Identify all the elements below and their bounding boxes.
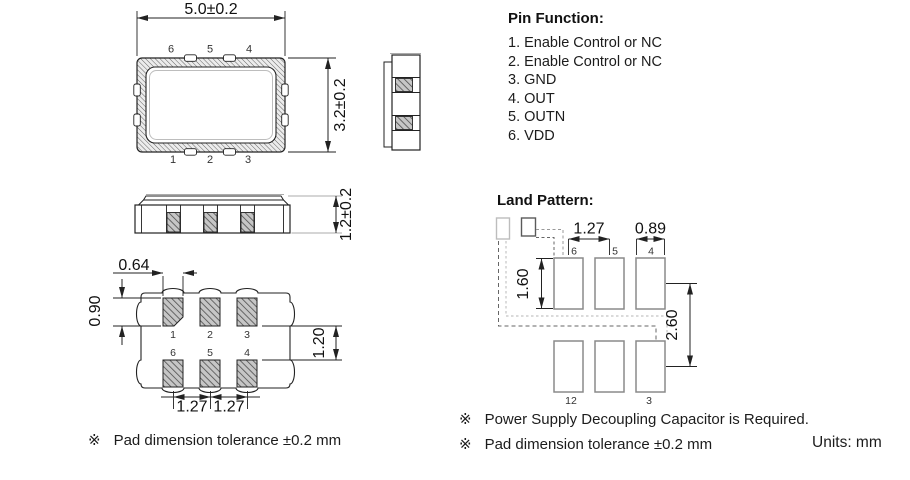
note-text: Power Supply Decoupling Capacitor is Required. bbox=[484, 411, 809, 428]
pin-5-label: 5 bbox=[206, 43, 214, 56]
pin-1-label: 1 bbox=[169, 154, 177, 166]
units-label: Units: mm bbox=[812, 434, 882, 451]
legend-package-outline bbox=[522, 218, 536, 236]
note-text: Pad dimension tolerance ±0.2 mm bbox=[484, 436, 713, 453]
note-pad-tolerance-left bbox=[88, 431, 341, 449]
pin-4-label: 4 bbox=[245, 43, 253, 56]
top-view bbox=[134, 1, 349, 166]
pad-3-label: 3 bbox=[244, 329, 250, 341]
pad-6-label: 6 bbox=[170, 347, 176, 359]
side-view bbox=[384, 54, 421, 151]
reference-mark: ※ bbox=[459, 411, 472, 428]
pad-4-label: 4 bbox=[244, 347, 250, 359]
pad-height-dim-label: 0.90 bbox=[87, 295, 104, 327]
land-row-pitch-dim-label: 2.60 bbox=[664, 309, 681, 341]
pad-2 bbox=[200, 298, 220, 326]
leader-dashed bbox=[536, 238, 554, 257]
pin-function-item: 6. VDD bbox=[508, 127, 555, 144]
pin-function-item: 4. OUT bbox=[508, 90, 555, 107]
land-pattern bbox=[497, 218, 698, 407]
land-pad-height-dim-label: 1.60 bbox=[515, 268, 532, 300]
front-pad bbox=[204, 213, 217, 233]
land-pad-12-label: 12 bbox=[565, 395, 577, 407]
note-decoupling-capacitor bbox=[459, 410, 809, 428]
front-pad bbox=[167, 213, 180, 233]
pitch-dim-label-right: 1.27 bbox=[213, 398, 245, 416]
leader-dashed bbox=[536, 230, 563, 257]
pad-5 bbox=[200, 360, 220, 387]
row-gap-dim-label: 1.20 bbox=[311, 327, 328, 359]
pad-4 bbox=[237, 360, 257, 387]
pad-6 bbox=[163, 360, 183, 387]
land-pad-3-label: 3 bbox=[646, 395, 652, 407]
side-pad bbox=[396, 79, 413, 92]
land-pad-6-label: 6 bbox=[571, 245, 577, 258]
thickness-dim-label: 1.2±0.2 bbox=[338, 187, 355, 242]
land-pattern-title: Land Pattern: bbox=[497, 192, 594, 209]
pad-2-label: 2 bbox=[207, 329, 213, 341]
lid-top bbox=[144, 196, 284, 200]
lid-base bbox=[139, 200, 289, 205]
pad-3 bbox=[237, 298, 257, 326]
pin-function-item: 3. GND bbox=[508, 72, 557, 89]
bottom-view bbox=[87, 257, 342, 416]
land-pad-width-dim-label: 0.89 bbox=[634, 220, 667, 238]
pin-2-label: 2 bbox=[206, 154, 214, 166]
land-pad-4-label: 4 bbox=[648, 245, 654, 258]
pad-5-label: 5 bbox=[207, 347, 213, 359]
package-cavity bbox=[146, 67, 276, 143]
extension-lines bbox=[288, 196, 342, 233]
body-edge bbox=[392, 55, 420, 150]
extension-lines bbox=[288, 58, 336, 152]
front-pad bbox=[241, 213, 254, 233]
pin-function-item: 5. OUTN bbox=[508, 109, 566, 126]
land-pattern-notes bbox=[459, 410, 809, 453]
pin-function-item: 1. Enable Control or NC bbox=[508, 35, 662, 51]
reference-mark: ※ bbox=[88, 432, 101, 449]
reference-mark: ※ bbox=[459, 436, 472, 453]
pin-3-label: 3 bbox=[244, 154, 252, 166]
land-pitch-dim-label: 1.27 bbox=[573, 220, 605, 238]
note-pad-tolerance-right bbox=[459, 435, 809, 453]
lid-edge bbox=[384, 62, 392, 147]
pad-width-dim-label: 0.64 bbox=[118, 257, 150, 274]
side-pad bbox=[396, 117, 413, 130]
pad-1-label: 1 bbox=[170, 329, 176, 341]
pin-6-label: 6 bbox=[167, 43, 175, 56]
width-dim-label: 5.0±0.2 bbox=[184, 1, 238, 18]
height-dim-label: 3.2±0.2 bbox=[332, 78, 349, 132]
land-pads bbox=[554, 258, 665, 392]
front-view bbox=[135, 188, 355, 241]
legend-pad-outline bbox=[497, 218, 510, 239]
land-pad-5-label: 5 bbox=[612, 245, 618, 258]
pin-function-block bbox=[508, 10, 662, 146]
pitch-dim-label-left: 1.27 bbox=[176, 398, 208, 416]
pin-function-title: Pin Function: bbox=[508, 10, 604, 27]
pin-function-item: 2. Enable Control or NC bbox=[508, 53, 662, 70]
note-text: Pad dimension tolerance ±0.2 mm bbox=[113, 432, 342, 449]
